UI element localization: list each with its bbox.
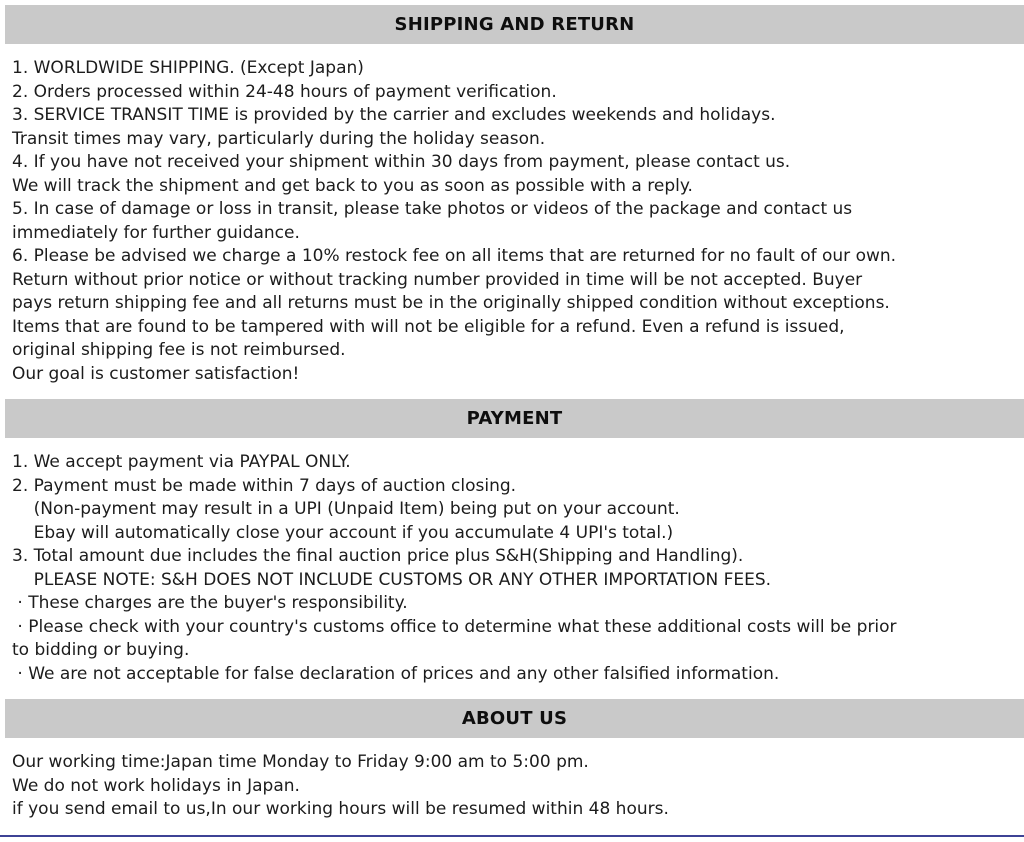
text-line: 3. SERVICE TRANSIT TIME is provided by the carrier and excludes weekends and holidays. [12, 105, 776, 125]
section-title: SHIPPING AND RETURN [394, 14, 635, 35]
text-line: 6. Please be advised we charge a 10% restock fee on all items that are returned for no fault of our own. [12, 246, 897, 266]
text-line: 1. WORLDWIDE SHIPPING. (Except Japan) [12, 58, 364, 78]
text-line: We will track the shipment and get back to you as soon as possible with a reply. [12, 175, 693, 196]
section-body-shipping-and-return [0, 44, 1024, 399]
text-line: to bidding or buying. [12, 640, 190, 660]
section-title: ABOUT US [461, 708, 568, 729]
text-line: 2. Payment must be made within 7 days of auction closing. [12, 475, 517, 496]
text-line: if you send email to us,In our working hours will be resumed within 48 hours. [12, 799, 669, 819]
section-header-payment [5, 399, 1024, 438]
text-line: (Non-payment may result in a UPI (Unpaid Item) being put on your account. [12, 499, 680, 519]
text-line: immediately for further guidance. [12, 222, 300, 243]
text-line: 3. Total amount due includes the final auction price plus S&H(Shipping and Handling). [12, 546, 744, 566]
text-line: Return without prior notice or without tracking number provided in time will be not accepted. Buyer [12, 269, 863, 290]
text-line: Items that are found to be tampered with will not be eligible for a refund. Even a refund is issued, [12, 316, 845, 337]
section-header-about-us [5, 699, 1024, 738]
text-line: Our working time:Japan time Monday to Friday 9:00 am to 5:00 pm. [12, 752, 589, 772]
text-line: PLEASE NOTE: S&H DOES NOT INCLUDE CUSTOMS OR ANY OTHER IMPORTATION FEES. [12, 569, 772, 590]
text-line: pays return shipping fee and all returns must be in the originally shipped condition without exceptions. [12, 293, 890, 313]
text-line: · We are not acceptable for false declaration of prices and any other falsified information. [12, 663, 780, 684]
section-header-shipping-and-return [5, 5, 1024, 44]
text-line: 2. Orders processed within 24-48 hours of payment verification. [12, 81, 557, 102]
text-line: 4. If you have not received your shipment within 30 days from payment, please contact us. [12, 152, 791, 172]
text-line: We do not work holidays in Japan. [12, 775, 300, 796]
text-line: Our goal is customer satisfaction! [12, 363, 300, 384]
text-line: Transit times may vary, particularly during the holiday season. [12, 128, 546, 149]
section-title: PAYMENT [466, 408, 563, 429]
text-line: · Please check with your country's customs office to determine what these additional costs will be prior [12, 616, 897, 637]
text-line: original shipping fee is not reimbursed. [12, 340, 346, 360]
text-line: Ebay will automatically close your account if you accumulate 4 UPI's total.) [12, 522, 674, 543]
section-body-payment [0, 438, 1024, 699]
text-line: 1. We accept payment via PAYPAL ONLY. [12, 452, 351, 472]
text-line: 5. In case of damage or loss in transit, please take photos or videos of the package and contact us [12, 199, 853, 219]
section-body-about-us [0, 738, 1024, 835]
text-line: · These charges are the buyer's responsibility. [12, 593, 408, 613]
bottom-divider [0, 835, 1024, 837]
